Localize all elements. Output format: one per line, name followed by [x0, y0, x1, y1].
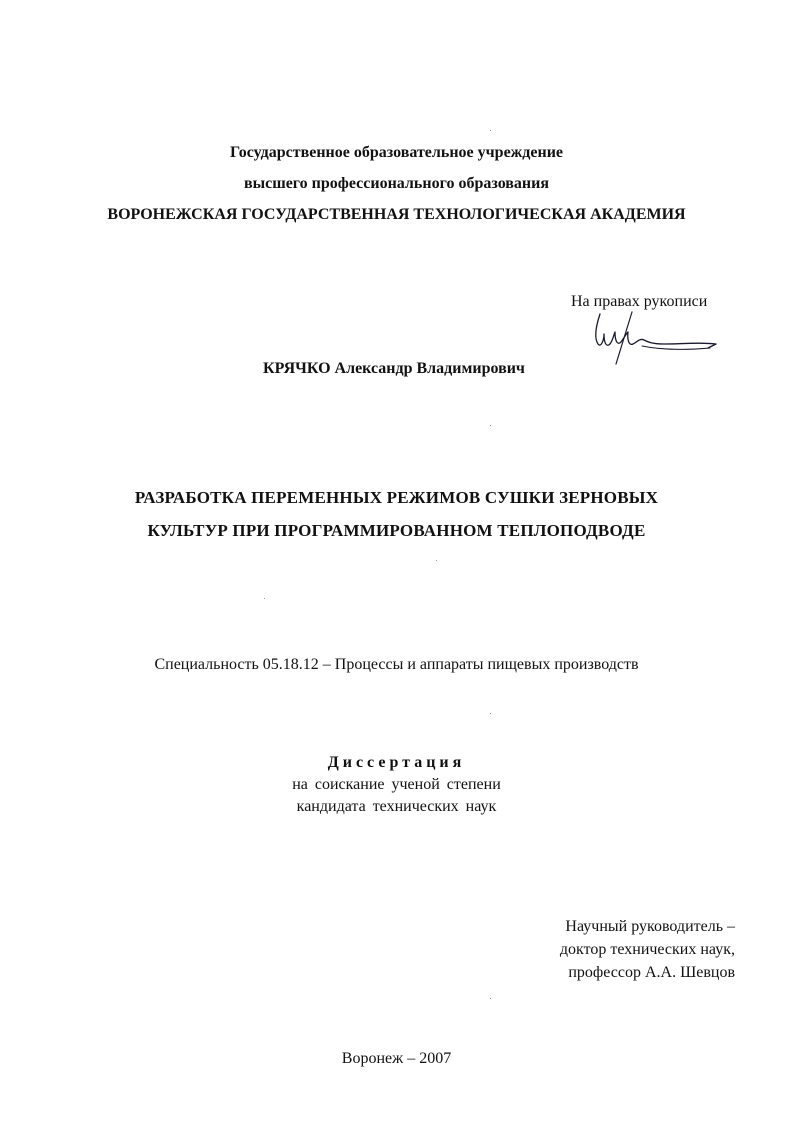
advisor-name: профессор А.А. Шевцов: [568, 964, 735, 981]
scan-speck: [490, 130, 491, 131]
scan-speck: [436, 560, 437, 561]
dissertation-degree-line: на соискание ученой степени: [292, 776, 501, 793]
scan-speck: [490, 998, 491, 999]
city-year: Воронеж – 2007: [341, 1050, 452, 1067]
specialty-line: Специальность 05.18.12 – Процессы и аппараты пищевых производств: [154, 656, 639, 673]
scan-speck: [490, 425, 491, 426]
author-given-names: Александр Владимирович: [334, 360, 525, 377]
advisor-degree: доктор технических наук,: [559, 941, 735, 958]
manuscript-note: На правах рукописи: [571, 293, 708, 310]
institution-line-3: ВОРОНЕЖСКАЯ ГОСУДАРСТВЕННАЯ ТЕХНОЛОГИЧЕСКАЯ АКАДЕМИЯ: [107, 206, 686, 223]
scan-speck: [264, 598, 265, 599]
author-name: [263, 360, 525, 378]
advisor-role: Научный руководитель –: [565, 918, 735, 935]
thesis-title-line-2: КУЛЬТУР ПРИ ПРОГРАММИРОВАННОМ ТЕПЛОПОДВОДЕ: [147, 521, 646, 540]
author-surname: КРЯЧКО: [263, 360, 331, 377]
institution-line-2: высшего профессионального образования: [243, 175, 550, 192]
thesis-title-line-1: РАЗРАБОТКА ПЕРЕМЕННЫХ РЕЖИМОВ СУШКИ ЗЕРНОВЫХ: [134, 488, 659, 507]
institution-line-1: Государственное образовательное учреждение: [229, 144, 564, 161]
scan-speck: [490, 713, 491, 714]
dissertation-heading: Диссертация: [327, 754, 466, 771]
dissertation-field-line: кандидата технических наук: [296, 798, 497, 815]
signature-image: [592, 304, 724, 374]
